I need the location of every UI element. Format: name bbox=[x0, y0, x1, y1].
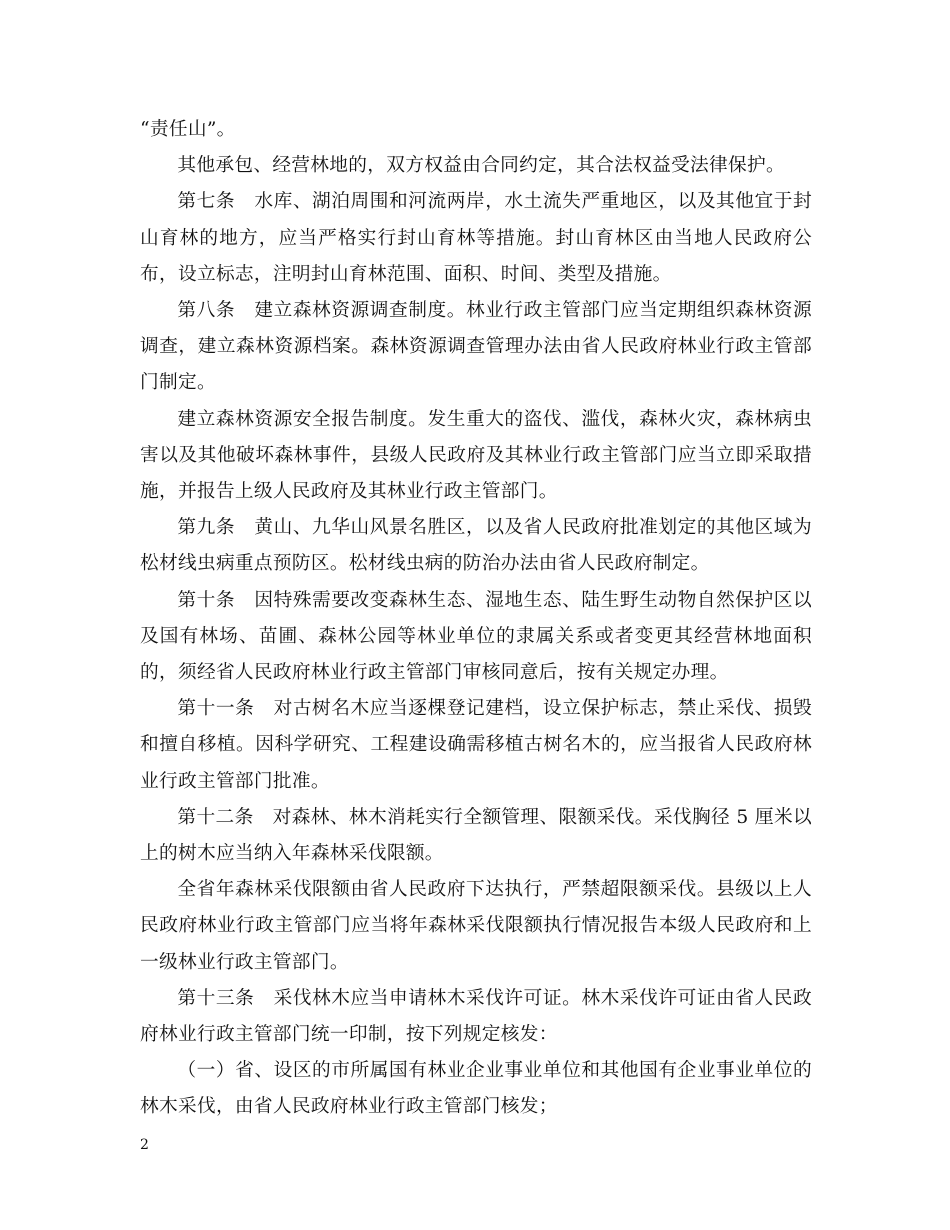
document-body bbox=[140, 112, 812, 1126]
article-10-paragraph: 第十条 因特殊需要改变森林生态、湿地生态、陆生野生动物自然保护区以及国有林场、苗圃、森林公园等林业单位的隶属关系或者变更其经营林地面积的，须经省人民政府林业行政主管部门审核同意后，按有关规定办理。 bbox=[140, 589, 812, 684]
article-7-paragraph: 第七条 水库、湖泊周围和河流两岸，水土流失严重地区，以及其他宜于封山育林的地方，应当严格实行封山育林等措施。封山育林区由当地人民政府公布，设立标志，注明封山育林范围、面积、时间、类型及措施。 bbox=[140, 191, 812, 285]
article-12-paragraph: 第十二条 对森林、林木消耗实行全额管理、限额采伐。采伐胸径 5 厘米以上的树木应当纳入年森林采伐限额。 bbox=[140, 806, 812, 865]
paragraph: 全省年森林采伐限额由省人民政府下达执行，严禁超限额采伐。县级以上人民政府林业行政主管部门应当将年森林采伐限额执行情况报告本级人民政府和上一级林业行政主管部门。 bbox=[140, 879, 812, 973]
paragraph: 建立森林资源安全报告制度。发生重大的盗伐、滥伐，森林火灾，森林病虫害以及其他破坏森林事件，县级人民政府及其林业行政主管部门应当立即采取措施，并报告上级人民政府及其林业行政主管部门。 bbox=[140, 408, 812, 503]
paragraph: “责任山”。 bbox=[140, 119, 236, 140]
page-number: 2 bbox=[140, 1137, 149, 1153]
article-8-paragraph: 第八条 建立森林资源调查制度。林业行政主管部门应当定期组织森林资源调查，建立森林资源档案。森林资源调查管理办法由省人民政府林业行政主管部门制定。 bbox=[140, 300, 812, 394]
paragraph: 其他承包、经营林地的，双方权益由合同约定，其合法权益受法律保护。 bbox=[177, 155, 785, 177]
article-11-paragraph: 第十一条 对古树名木应当逐棵登记建档，设立保护标志，禁止采伐、损毁和擅自移植。因科学研究、工程建设确需移植古树名木的，应当报省人民政府林业行政主管部门批准。 bbox=[140, 698, 812, 792]
article-9-paragraph: 第九条 黄山、九华山风景名胜区，以及省人民政府批准划定的其他区域为松材线虫病重点预防区。松材线虫病的防治办法由省人民政府制定。 bbox=[140, 517, 812, 575]
article-13-paragraph: 第十三条 采伐林木应当申请林木采伐许可证。林木采伐许可证由省人民政府林业行政主管部门统一印制，按下列规定核发： bbox=[140, 987, 812, 1046]
list-item-paragraph: （一）省、设区的市所属国有林业企业事业单位和其他国有企业事业单位的林木采伐，由省人民政府林业行政主管部门核发； bbox=[140, 1060, 812, 1118]
